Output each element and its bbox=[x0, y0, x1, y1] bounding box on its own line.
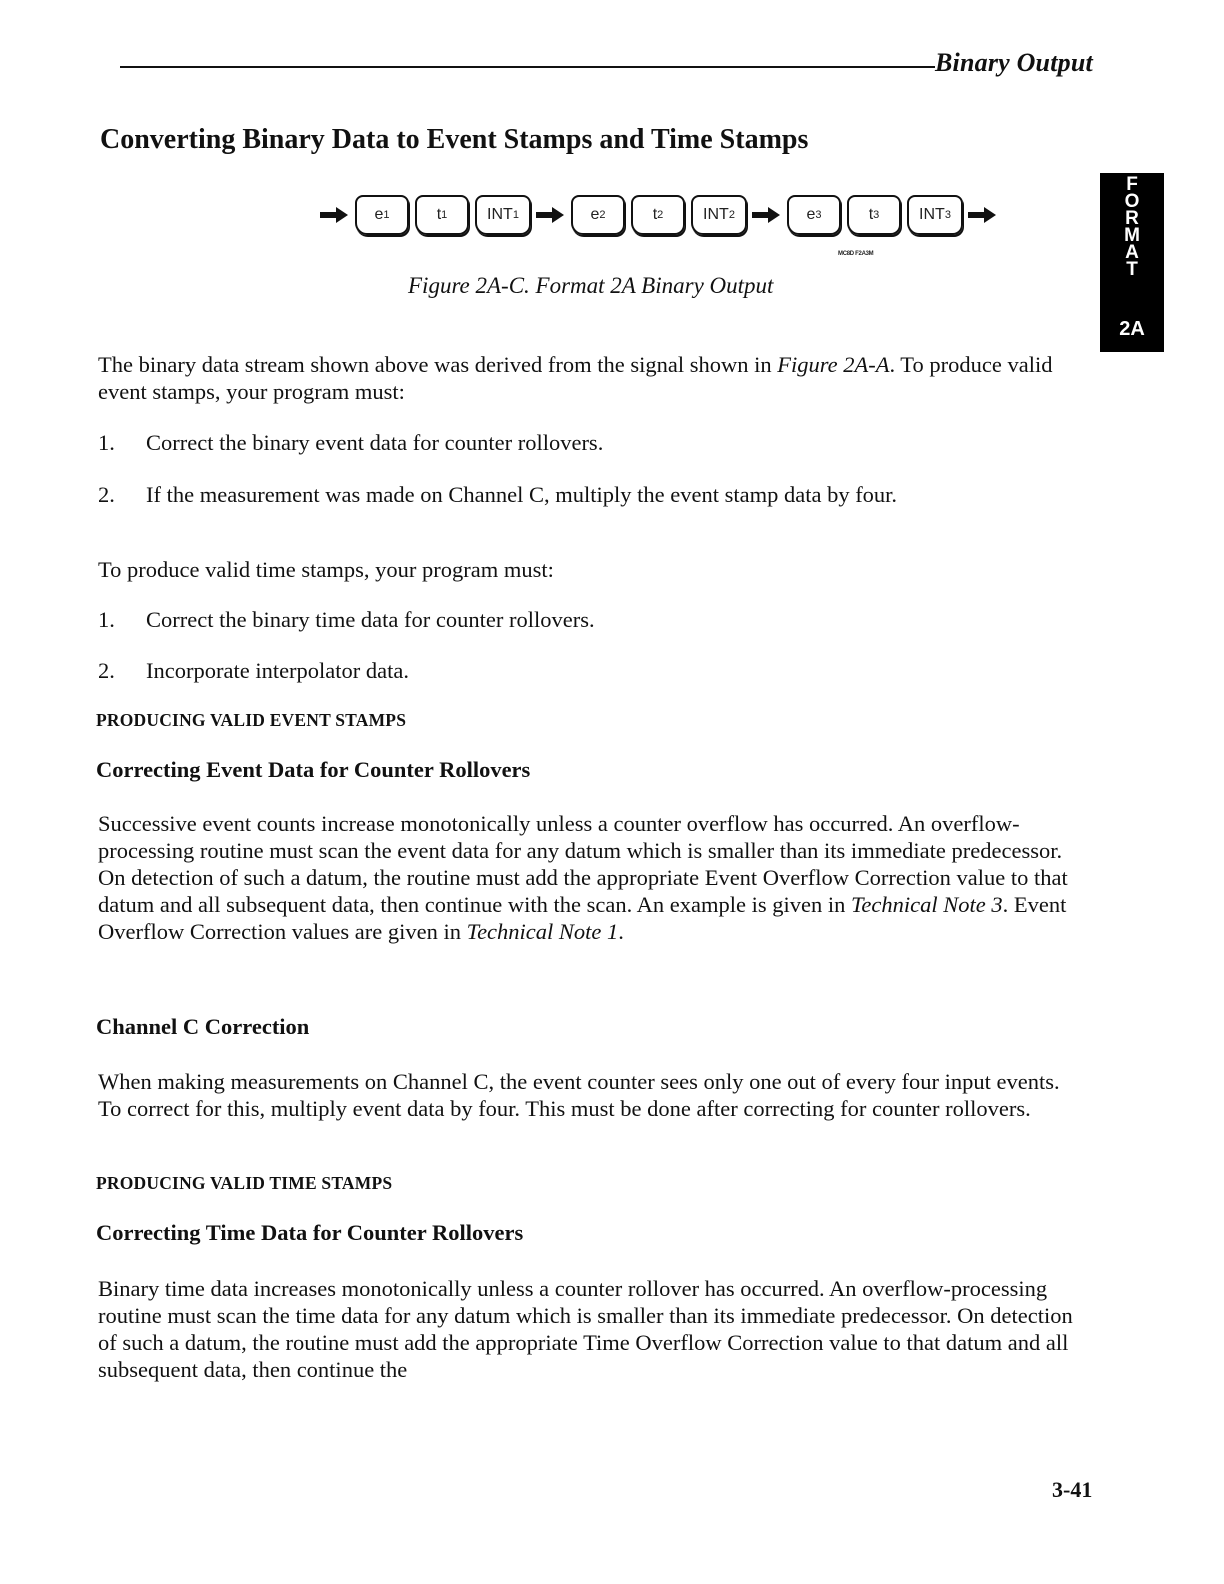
event-index: 1 bbox=[383, 209, 390, 221]
figure-reference: Figure 2A-A bbox=[777, 352, 890, 377]
paragraph-text: . Event Overflow Correction values are given in bbox=[98, 892, 1067, 944]
subheading-channel-c: Channel C Correction bbox=[96, 1014, 310, 1039]
paragraph-text: Successive event counts increase monotonically unless a counter overflow has occurred. An overflow-processing routine must scan the event data for any datum which is smaller than its immediate predecessor. On detection of such a datum, the routine must add the appropriate Event Overflow Correction value to that datum and all subsequent data, then continue with the scan. An example is given in bbox=[98, 811, 1068, 917]
time-label: t bbox=[868, 206, 874, 223]
interp-label: INT bbox=[487, 206, 513, 223]
section-heading-time-stamps: PRODUCING VALID TIME STAMPS bbox=[96, 1173, 393, 1193]
page-number: 3-41 bbox=[1052, 1477, 1093, 1502]
paragraph-text: . bbox=[618, 919, 624, 944]
tab-letter: O bbox=[1124, 191, 1140, 212]
section-tab-number: 2A bbox=[1119, 318, 1145, 340]
technical-note-reference: Technical Note 3 bbox=[850, 892, 1003, 917]
list-text: Correct the binary time data for counter rollovers. bbox=[146, 607, 595, 632]
time-rollover-paragraph: Binary time data increases monotonically unless a counter rollover has occurred. An overflow-processing routine must scan the time data for any datum which is smaller than its immediate predecessor. On detection of such a datum, the routine must add the appropriate Time Overflow Correction value to that datum and all subsequent data, then continue the bbox=[98, 1276, 1073, 1382]
event-rollover-paragraph bbox=[98, 810, 1088, 945]
tab-letter: A bbox=[1125, 242, 1139, 263]
interp-label: INT bbox=[919, 206, 945, 223]
arrow-right-icon bbox=[968, 205, 998, 225]
time-step-1 bbox=[98, 606, 595, 633]
list-text: Incorporate interpolator data. bbox=[146, 658, 410, 683]
figure-code-label: MC8D F2A3M bbox=[838, 251, 874, 257]
page-heading: Converting Binary Data to Event Stamps and Time Stamps bbox=[100, 124, 809, 155]
event-cell-1 bbox=[355, 195, 409, 235]
intro-paragraph bbox=[98, 351, 1088, 405]
channel-c-paragraph: When making measurements on Channel C, the event counter sees only one out of every four input events. To correct for this, multiply event data by four. This must be done after correcting for counter rollovers. bbox=[98, 1069, 1060, 1121]
tab-letter: M bbox=[1124, 225, 1140, 246]
time-step-2 bbox=[98, 657, 409, 684]
time-label: t bbox=[436, 206, 442, 223]
list-number: 2. bbox=[98, 482, 115, 507]
time-label: t bbox=[652, 206, 658, 223]
tab-letter: T bbox=[1126, 259, 1138, 280]
subheading-time-rollovers: Correcting Time Data for Counter Rollovers bbox=[96, 1220, 524, 1245]
arrow-right-icon bbox=[752, 205, 782, 225]
interp-cell-2 bbox=[691, 195, 747, 235]
time-cell-3 bbox=[847, 195, 901, 235]
time-index: 1 bbox=[441, 209, 448, 221]
list-text: Correct the binary event data for counter rollovers. bbox=[146, 430, 604, 455]
tab-letter: R bbox=[1125, 208, 1139, 229]
list-number: 1. bbox=[98, 607, 115, 632]
time-index: 2 bbox=[657, 209, 664, 221]
time-cell-2 bbox=[631, 195, 685, 235]
time-cell-1 bbox=[415, 195, 469, 235]
interp-index: 1 bbox=[512, 209, 519, 221]
interp-cell-3 bbox=[907, 195, 963, 235]
interp-cell-1 bbox=[475, 195, 531, 235]
interp-label: INT bbox=[703, 206, 729, 223]
time-index: 3 bbox=[873, 209, 880, 221]
event-step-2 bbox=[98, 481, 897, 508]
list-number: 2. bbox=[98, 658, 115, 683]
figure-caption: Figure 2A-C. Format 2A Binary Output bbox=[408, 273, 774, 298]
section-tab-label bbox=[1100, 176, 1164, 278]
header-rule bbox=[120, 66, 935, 68]
tab-letter: F bbox=[1126, 174, 1138, 195]
list-number: 1. bbox=[98, 430, 115, 455]
event-cell-3 bbox=[787, 195, 841, 235]
event-cell-2 bbox=[571, 195, 625, 235]
running-header-title: Binary Output bbox=[935, 48, 1093, 77]
intro-text: . To produce valid event stamps, your program must: bbox=[98, 352, 1053, 404]
event-step-1 bbox=[98, 429, 603, 456]
arrow-right-icon bbox=[320, 205, 350, 225]
binary-output-diagram bbox=[318, 193, 1000, 237]
time-intro-paragraph: To produce valid time stamps, your program must: bbox=[98, 557, 554, 582]
event-index: 3 bbox=[815, 209, 822, 221]
arrow-right-icon bbox=[536, 205, 566, 225]
interp-index: 3 bbox=[944, 209, 951, 221]
technical-note-reference: Technical Note 1 bbox=[466, 919, 619, 944]
event-label: e bbox=[374, 206, 384, 223]
event-index: 2 bbox=[599, 209, 606, 221]
event-label: e bbox=[590, 206, 600, 223]
list-text: If the measurement was made on Channel C, multiply the event stamp data by four. bbox=[146, 482, 898, 507]
interp-index: 2 bbox=[728, 209, 735, 221]
event-label: e bbox=[806, 206, 816, 223]
section-heading-event-stamps: PRODUCING VALID EVENT STAMPS bbox=[96, 710, 407, 730]
subheading-event-rollovers: Correcting Event Data for Counter Rollovers bbox=[96, 757, 531, 782]
intro-text: The binary data stream shown above was derived from the signal shown in bbox=[98, 352, 778, 377]
